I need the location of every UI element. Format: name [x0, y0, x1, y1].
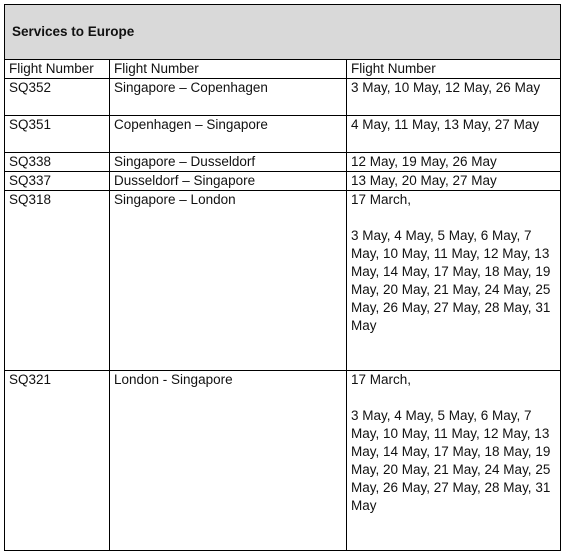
- table-row: [5, 191, 561, 371]
- header-row: [5, 60, 561, 79]
- route-cell: Singapore – Dusseldorf: [110, 153, 347, 172]
- flight-number-cell: SQ351: [5, 116, 110, 153]
- dates-first: 17 March,: [351, 372, 412, 387]
- table-row: [5, 79, 561, 116]
- table-row: [5, 116, 561, 153]
- route-cell: Singapore – London: [110, 191, 347, 371]
- route-cell: Dusseldorf – Singapore: [110, 172, 347, 191]
- header-cell: Flight Number: [347, 60, 561, 79]
- dates-cell: 13 May, 20 May, 27 May: [347, 172, 561, 191]
- table-title: Services to Europe: [5, 5, 561, 60]
- flight-number-cell: SQ352: [5, 79, 110, 116]
- dates-cell: 12 May, 19 May, 26 May: [347, 153, 561, 172]
- flights-table: [4, 4, 561, 551]
- flight-number-cell: SQ318: [5, 191, 110, 371]
- dates-cell: [347, 191, 561, 371]
- route-cell: Copenhagen – Singapore: [110, 116, 347, 153]
- table-row: [5, 153, 561, 172]
- dates-list: 3 May, 4 May, 5 May, 6 May, 7 May, 10 May, 11 May, 12 May, 13 May, 14 May, 17 May, 18 May, 19 May, 20 May, 21 May, 24 May, 25 May, 26 May, 27 May, 28 May, 31 May: [351, 408, 551, 513]
- title-row: [5, 5, 561, 60]
- dates-list: 3 May, 4 May, 5 May, 6 May, 7 May, 10 May, 11 May, 12 May, 13 May, 14 May, 17 May, 18 May, 19 May, 20 May, 21 May, 24 May, 25 May, 26 May, 27 May, 28 May, 31 May: [351, 228, 551, 333]
- header-cell: Flight Number: [5, 60, 110, 79]
- header-cell: Flight Number: [110, 60, 347, 79]
- dates-cell: 3 May, 10 May, 12 May, 26 May: [347, 79, 561, 116]
- route-cell: London - Singapore: [110, 371, 347, 551]
- flight-number-cell: SQ337: [5, 172, 110, 191]
- table-row: [5, 172, 561, 191]
- flight-number-cell: SQ321: [5, 371, 110, 551]
- table-row: [5, 371, 561, 551]
- dates-cell: 4 May, 11 May, 13 May, 27 May: [347, 116, 561, 153]
- dates-first: 17 March,: [351, 192, 412, 207]
- flight-number-cell: SQ338: [5, 153, 110, 172]
- route-cell: Singapore – Copenhagen: [110, 79, 347, 116]
- dates-cell: [347, 371, 561, 551]
